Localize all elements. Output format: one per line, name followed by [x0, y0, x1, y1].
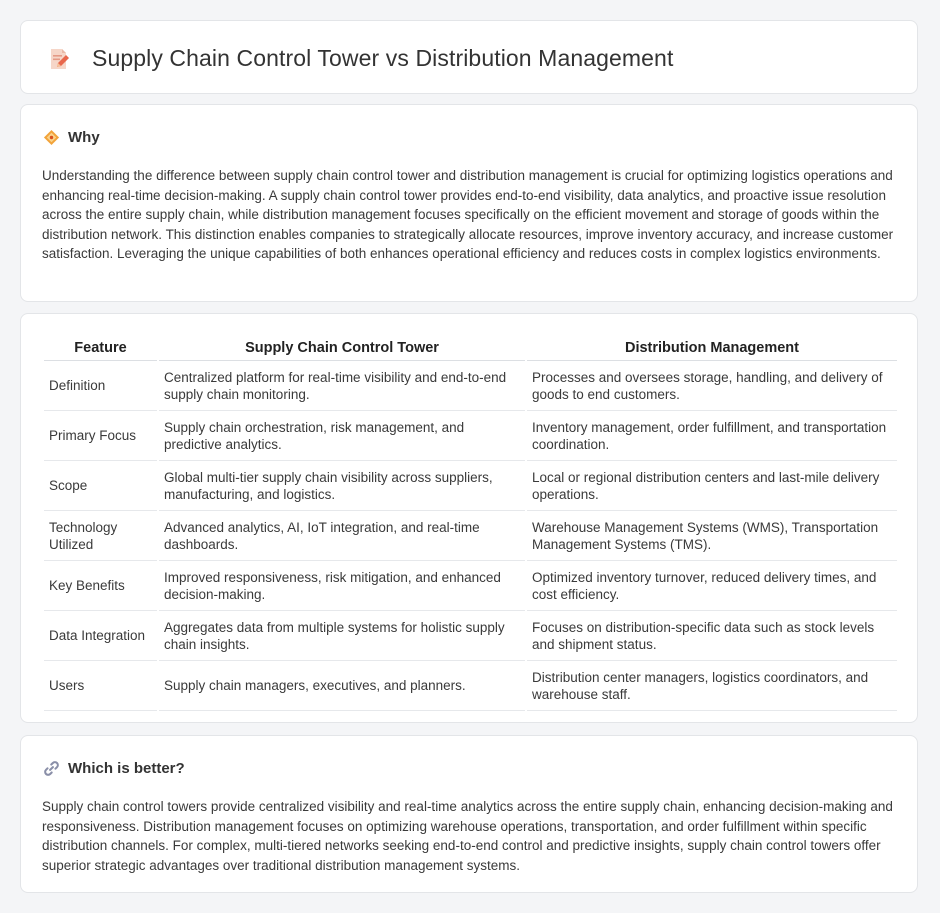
control-tower-cell: Centralized platform for real-time visibility and end-to-end supply chain monitoring. [159, 362, 525, 411]
distribution-cell: Focuses on distribution-specific data such as stock levels and shipment status. [527, 612, 897, 661]
page-title: Supply Chain Control Tower vs Distribution Management [92, 45, 674, 71]
why-heading: Why [68, 128, 100, 146]
which-is-better-section [20, 735, 918, 893]
feature-cell: Primary Focus [44, 412, 157, 461]
diamond-warning-icon [43, 129, 60, 146]
table-header-row [44, 336, 897, 361]
comparison-table-card [20, 313, 918, 723]
feature-cell: Users [44, 662, 157, 711]
distribution-cell: Local or regional distribution centers and last-mile delivery operations. [527, 462, 897, 511]
column-header: Distribution Management [527, 336, 897, 361]
distribution-cell: Processes and oversees storage, handling, and delivery of goods to end customers. [527, 362, 897, 411]
column-header: Feature [44, 336, 157, 361]
document-pencil-icon [48, 47, 70, 71]
control-tower-cell: Global multi-tier supply chain visibility across suppliers, manufacturing, and logistics. [159, 462, 525, 511]
feature-cell: Scope [44, 462, 157, 511]
control-tower-cell: Improved responsiveness, risk mitigation, and enhanced decision-making. [159, 562, 525, 611]
table-row [44, 662, 897, 711]
control-tower-cell: Aggregates data from multiple systems for holistic supply chain insights. [159, 612, 525, 661]
distribution-cell: Inventory management, order fulfillment, and transportation coordination. [527, 412, 897, 461]
why-text: Understanding the difference between supply chain control tower and distribution management is crucial for optimizing logistics operations and enhancing real-time decision-making. A supply chain control tower provides end-to-end visibility, data analytics, and proactive issue resolution across the entire supply chain, while distribution management focuses specifically on the efficient movement and storage of goods within the distribution network. This distinction enables companies to strategically allocate resources, improve inventory accuracy, and increase customer satisfaction. Leveraging the unique capabilities of both enhances operational efficiency and reduces costs in complex logistics environments. [42, 168, 894, 261]
table-row [44, 362, 897, 411]
table-row [44, 462, 897, 511]
control-tower-cell: Supply chain managers, executives, and planners. [159, 662, 525, 711]
distribution-cell: Warehouse Management Systems (WMS), Transportation Management Systems (TMS). [527, 512, 897, 561]
title-card [20, 20, 918, 94]
control-tower-cell: Supply chain orchestration, risk management, and predictive analytics. [159, 412, 525, 461]
column-header: Supply Chain Control Tower [159, 336, 525, 361]
link-icon [43, 760, 60, 777]
table-row [44, 512, 897, 561]
table-row [44, 562, 897, 611]
feature-cell: Technology Utilized [44, 512, 157, 561]
feature-cell: Key Benefits [44, 562, 157, 611]
table-row [44, 412, 897, 461]
distribution-cell: Distribution center managers, logistics coordinators, and warehouse staff. [527, 662, 897, 711]
feature-cell: Data Integration [44, 612, 157, 661]
why-section [20, 104, 918, 302]
comparison-table [42, 335, 899, 712]
control-tower-cell: Advanced analytics, AI, IoT integration, and real-time dashboards. [159, 512, 525, 561]
better-text: Supply chain control towers provide centralized visibility and real-time analytics across the entire supply chain, enhancing decision-making and responsiveness. Distribution management focuses on optimizing warehouse operations, transportation, and order fulfillment within specific distribution channels. For complex, multi-tiered networks seeking end-to-end control and predictive insights, supply chain control towers offer superior strategic advantages over traditional distribution management systems. [42, 799, 893, 873]
better-heading: Which is better? [68, 759, 185, 777]
table-row [44, 612, 897, 661]
distribution-cell: Optimized inventory turnover, reduced delivery times, and cost efficiency. [527, 562, 897, 611]
feature-cell: Definition [44, 362, 157, 411]
